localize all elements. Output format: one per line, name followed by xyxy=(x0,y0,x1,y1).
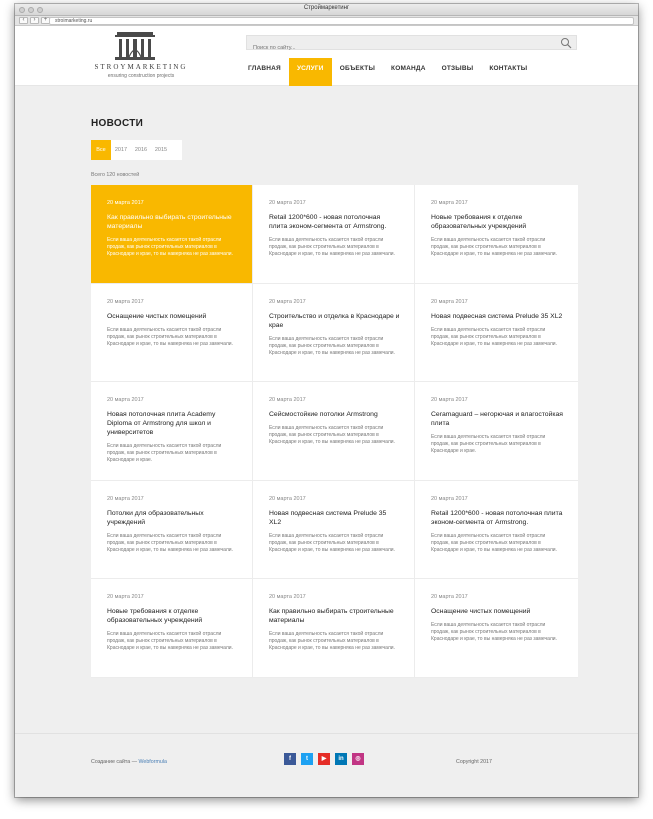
logo-name: STROYMARKETING xyxy=(94,63,188,71)
nav-reviews[interactable]: ОТЗЫВЫ xyxy=(441,65,474,72)
news-date: 20 марта 2017 xyxy=(269,200,306,206)
news-excerpt: Если ваша деятельность касается такой отрасли продаж, как рынок строительных материалов в Краснодаре и крае, то вы наверняка не раз замечали. xyxy=(431,532,557,553)
news-title[interactable]: Новые требования к отделке образовательных учреждений xyxy=(107,608,203,624)
news-grid xyxy=(91,185,578,678)
news-card[interactable] xyxy=(253,284,415,383)
share-button[interactable]: + xyxy=(41,17,50,24)
news-excerpt: Если ваша деятельность касается такой отрасли продаж, как рынок строительных материалов в Краснодаре и крае, то вы наверняка не раз замечали. xyxy=(269,532,395,553)
nav-contacts[interactable]: КОНТАКТЫ xyxy=(489,65,528,72)
window-title: Строймаркетинг xyxy=(303,5,350,11)
developer-link[interactable]: Webformula xyxy=(138,759,167,765)
news-date: 20 марта 2017 xyxy=(431,397,468,403)
news-title[interactable]: Retail 1200*600 - новая потолочная плита эконом-сегмента от Armstrong. xyxy=(431,509,563,526)
news-card[interactable] xyxy=(415,481,578,580)
website xyxy=(15,26,638,797)
news-date: 20 марта 2017 xyxy=(431,298,468,305)
nav-team[interactable]: КОМАНДА xyxy=(391,65,426,72)
news-title[interactable]: Сейсмостойкие потолки Armstrong xyxy=(269,411,378,418)
main-nav xyxy=(240,58,535,86)
news-card[interactable] xyxy=(253,185,415,284)
year-filter-tabs xyxy=(91,140,182,160)
browser-window xyxy=(15,4,638,797)
news-date: 20 марта 2017 xyxy=(107,397,144,403)
news-date: 20 марта 2017 xyxy=(431,594,468,600)
site-footer xyxy=(15,733,638,797)
news-title[interactable]: Оснащение чистых помещений xyxy=(431,608,531,615)
news-excerpt: Если ваша деятельность касается такой отрасли продаж, как рынок строительных материалов в Краснодаре и крае, то вы наверняка не раз замечали. xyxy=(107,326,233,347)
news-date: 20 марта 2017 xyxy=(269,495,306,502)
forward-button[interactable]: › xyxy=(30,17,39,24)
news-card[interactable] xyxy=(91,185,253,284)
news-title[interactable]: Как правильно выбирать строительные материалы xyxy=(269,608,394,624)
site-credit xyxy=(91,759,167,765)
main-content xyxy=(91,118,578,678)
logo-building-icon xyxy=(115,31,155,61)
news-date: 20 марта 2017 xyxy=(431,200,468,206)
news-excerpt: Если ваша деятельность касается такой отрасли продаж, как рынок строительных материалов в Краснодаре и крае, то вы наверняка не раз замечали. xyxy=(107,237,233,257)
news-title[interactable]: Новая подвесная система Prelude 35 XL2 xyxy=(431,312,563,320)
news-card[interactable] xyxy=(253,382,415,481)
nav-objects[interactable]: ОБЪЕКТЫ xyxy=(339,65,376,72)
news-card[interactable] xyxy=(253,579,415,678)
search-icon[interactable] xyxy=(560,37,572,49)
twitter-icon[interactable]: t xyxy=(301,753,313,765)
search-box xyxy=(246,35,577,50)
tab-2016[interactable]: 2016 xyxy=(134,147,148,153)
browser-toolbar xyxy=(15,16,638,26)
news-excerpt: Если ваша деятельность касается такой отрасли продаж, как рынок строительных материалов в Краснодаре и крае, то вы наверняка не раз замечали. xyxy=(269,631,395,651)
logo-tagline: ensuring construction projects xyxy=(107,73,175,79)
news-title[interactable]: Новые требования к отделке образовательных учреждений xyxy=(431,214,527,230)
social-links xyxy=(284,753,364,765)
news-card[interactable] xyxy=(415,284,578,383)
logo[interactable] xyxy=(91,31,191,81)
news-date: 20 марта 2017 xyxy=(107,594,144,600)
news-date: 20 марта 2017 xyxy=(269,298,306,305)
youtube-icon[interactable]: ▶ xyxy=(318,753,330,765)
instagram-icon[interactable]: ◎ xyxy=(352,753,364,765)
nav-home[interactable]: ГЛАВНАЯ xyxy=(248,65,281,72)
news-date: 20 марта 2017 xyxy=(269,594,306,600)
news-title[interactable]: Новая подвесная система Prelude 35 XL2 xyxy=(269,509,387,526)
news-card[interactable] xyxy=(415,579,578,678)
tab-2017[interactable]: 2017 xyxy=(114,147,128,153)
news-card[interactable] xyxy=(253,481,415,580)
news-excerpt: Если ваша деятельность касается такой отрасли продаж, как рынок строительных материалов в Краснодаре и крае, то вы наверняка не раз замечали. xyxy=(431,326,557,347)
news-card[interactable] xyxy=(415,185,578,284)
news-excerpt: Если ваша деятельность касается такой отрасли продаж, как рынок строительных материалов в Краснодаре и крае. xyxy=(107,443,222,463)
news-date: 20 марта 2017 xyxy=(269,397,306,403)
tab-all[interactable]: Все xyxy=(91,140,111,160)
news-title[interactable]: Новая потолочная плита Academy Diploma от Armstrong для школ и университетов xyxy=(107,411,216,436)
news-excerpt: Если ваша деятельность касается такой отрасли продаж, как рынок строительных материалов в Краснодаре и крае, то вы наверняка не раз замечали. xyxy=(107,631,233,651)
news-card[interactable] xyxy=(91,579,253,678)
news-card[interactable] xyxy=(91,284,253,383)
copyright: Copyright 2017 xyxy=(456,759,492,765)
news-card[interactable] xyxy=(91,382,253,481)
news-date: 20 марта 2017 xyxy=(107,200,144,206)
window-titlebar xyxy=(15,4,638,16)
credit-label: Создание сайта — xyxy=(91,759,137,765)
news-date: 20 марта 2017 xyxy=(107,298,144,305)
page-title: НОВОСТИ xyxy=(91,118,144,129)
news-excerpt: Если ваша деятельность касается такой отрасли продаж, как рынок строительных материалов в Краснодаре и крае, то вы наверняка не раз замечали. xyxy=(269,237,395,257)
news-title[interactable]: Как правильно выбирать строительные материалы xyxy=(107,214,232,230)
news-title[interactable]: Оснащение чистых помещений xyxy=(107,312,207,320)
news-title[interactable]: Строительство и отделка в Краснодаре и крае xyxy=(269,312,400,329)
news-card[interactable] xyxy=(91,481,253,580)
news-card[interactable] xyxy=(415,382,578,481)
tab-2015[interactable]: 2015 xyxy=(154,147,168,153)
news-count: Всего 120 новостей xyxy=(91,172,140,178)
news-excerpt: Если ваша деятельность касается такой отрасли продаж, как рынок строительных материалов в Краснодаре и крае, то вы наверняка не раз замечали. xyxy=(431,622,557,642)
news-date: 20 марта 2017 xyxy=(431,495,468,502)
nav-services[interactable]: УСЛУГИ xyxy=(289,58,332,86)
news-excerpt: Если ваша деятельность касается такой отрасли продаж, как рынок строительных материалов в Краснодаре и крае. xyxy=(431,434,546,454)
news-excerpt: Если ваша деятельность касается такой отрасли продаж, как рынок строительных материалов в Краснодаре и крае, то вы наверняка не раз замечали. xyxy=(269,425,395,445)
news-date: 20 марта 2017 xyxy=(107,495,144,502)
news-excerpt: Если ваша деятельность касается такой отрасли продаж, как рынок строительных материалов в Краснодаре и крае, то вы наверняка не раз замечали. xyxy=(107,532,233,553)
search-input[interactable] xyxy=(247,42,547,55)
back-button[interactable]: ‹ xyxy=(19,17,28,24)
news-excerpt: Если ваша деятельность касается такой отрасли продаж, как рынок строительных материалов в Краснодаре и крае, то вы наверняка не раз замечали. xyxy=(269,335,395,356)
news-title[interactable]: Ceramaguard – негорючая и влагостойкая плита xyxy=(431,411,563,427)
news-title[interactable]: Retail 1200*600 - новая потолочная плита эконом-сегмента от Armstrong. xyxy=(269,214,387,230)
news-excerpt: Если ваша деятельность касается такой отрасли продаж, как рынок строительных материалов в Краснодаре и крае, то вы наверняка не раз замечали. xyxy=(431,237,557,257)
news-title[interactable]: Потолки для образовательных учреждений xyxy=(107,509,204,526)
linkedin-icon[interactable]: in xyxy=(335,753,347,765)
address-bar[interactable]: stroimarketing.ru xyxy=(49,17,634,25)
site-header xyxy=(15,26,638,86)
facebook-icon[interactable]: f xyxy=(284,753,296,765)
